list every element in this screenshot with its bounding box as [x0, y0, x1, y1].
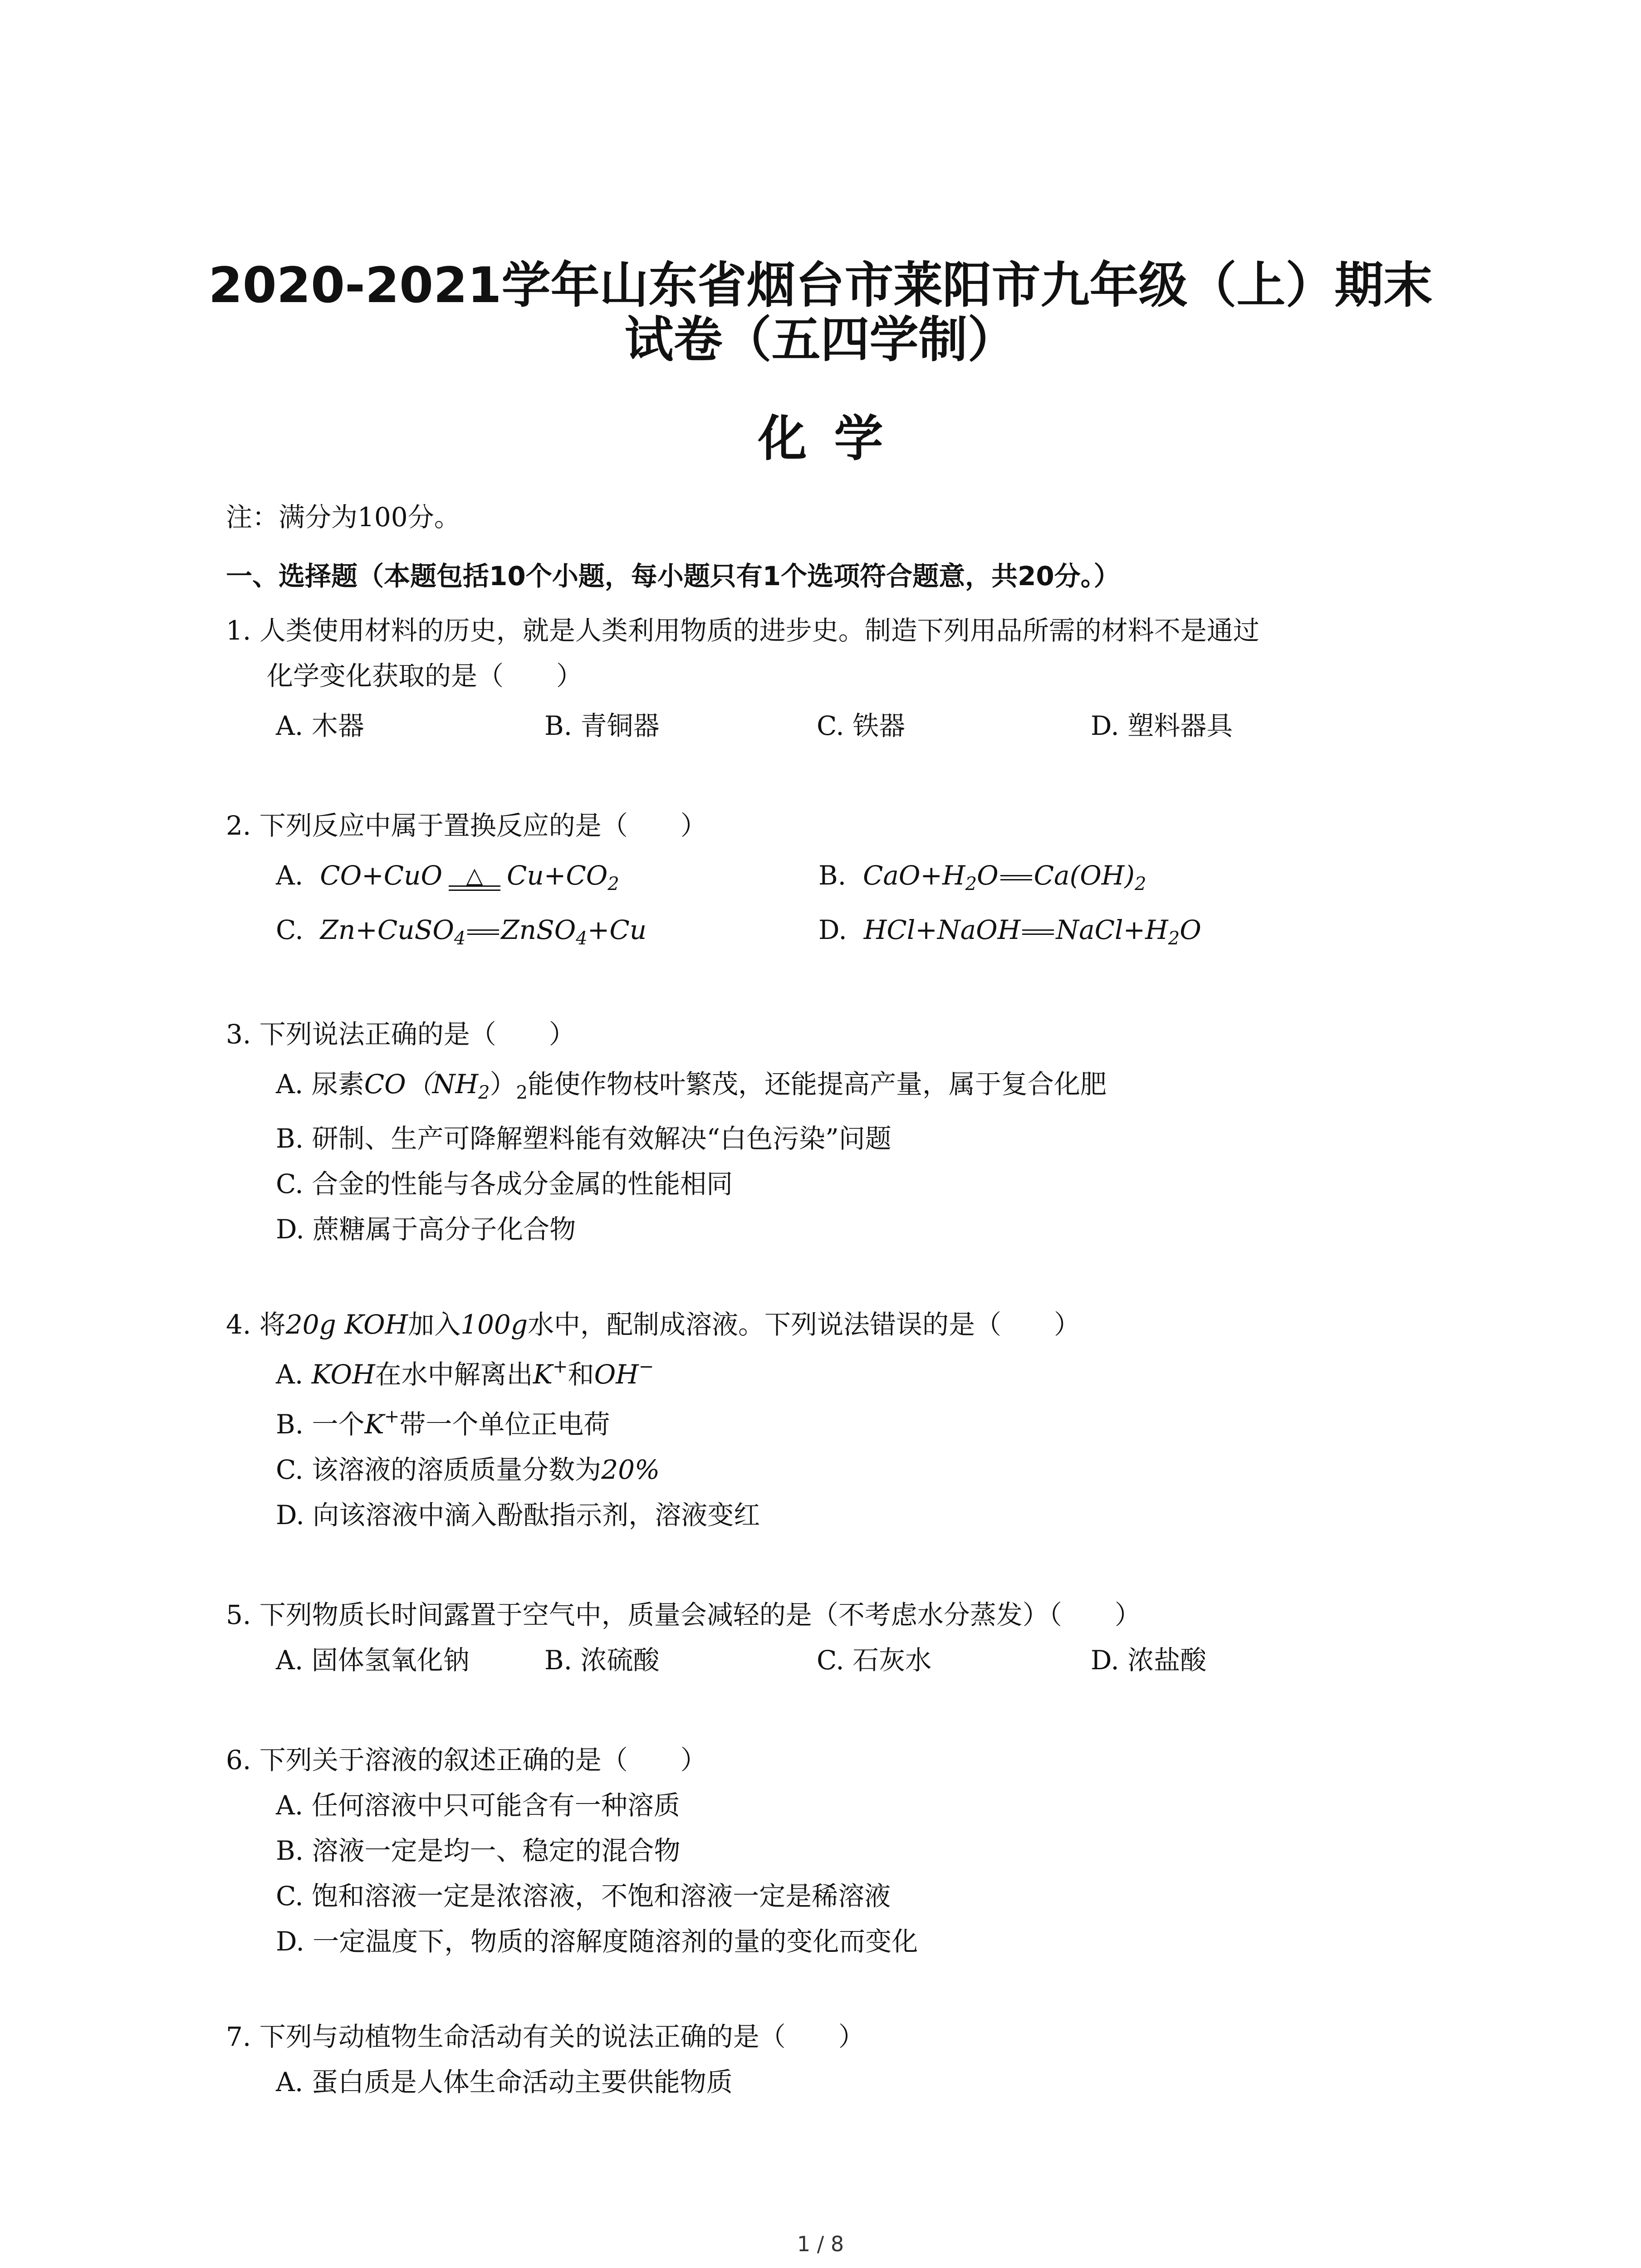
- question-stem: 5. 下列物质长时间露置于空气中，质量会减轻的是（不考虑水分蒸发）（ ）: [226, 1599, 1141, 1630]
- option-a: A. 任何溶液中只可能含有一种溶质: [276, 1790, 680, 1821]
- question-stem: 3. 下列说法正确的是（ ）: [226, 1019, 575, 1050]
- option-text: A. 尿素: [276, 1069, 364, 1100]
- mass-value: 100: [460, 1309, 511, 1340]
- charge: +: [384, 1406, 400, 1427]
- option-b: B. 青铜器: [544, 710, 660, 741]
- section-heading-choice: 一、选择题（本题包括10个小题，每小题只有1个选项符合题意，共20分。）: [226, 561, 1120, 591]
- option-text: C. 该溶液的溶质质量分数为: [276, 1454, 602, 1485]
- equation-rhs-cont: O: [1180, 914, 1201, 945]
- ion: K: [533, 1359, 553, 1390]
- option-text-cont: 能使作物枝叶繁茂，还能提高产量，属于复合化肥: [527, 1069, 1107, 1100]
- mass-unit: g: [510, 1309, 528, 1340]
- option-d: D. 塑料器具: [1091, 710, 1233, 741]
- question-stem-continued: 化学变化获取的是（ ）: [267, 660, 583, 691]
- ion: K: [364, 1409, 384, 1440]
- ion: OH: [594, 1359, 639, 1390]
- question-stem: 6. 下列关于溶液的叙述正确的是（ ）: [226, 1745, 707, 1775]
- formula: KOH: [344, 1309, 408, 1340]
- subscript: 4: [576, 928, 588, 949]
- option-label: A.: [276, 1359, 312, 1390]
- subscript: 2: [516, 1082, 528, 1103]
- option-text: 在水中解离出: [375, 1359, 533, 1390]
- equals-sign: [1022, 929, 1054, 935]
- question-stem: [226, 1306, 1080, 1343]
- option-c: C. 石灰水: [817, 1645, 932, 1676]
- exam-title-line2: 试卷（五四学制）: [624, 312, 1017, 368]
- formula-paren: ）: [490, 1069, 516, 1100]
- option-c: [276, 912, 647, 948]
- question-stem: 2. 下列反应中属于置换反应的是（ ）: [226, 810, 707, 841]
- mass-value: 20: [285, 1309, 319, 1340]
- score-note: 注：满分为100分。: [226, 502, 460, 533]
- charge: +: [553, 1356, 568, 1377]
- option-c: C. 铁器: [817, 710, 906, 741]
- option-label: D.: [818, 914, 847, 945]
- option-a: [276, 1066, 1107, 1102]
- subscript: 4: [454, 928, 466, 949]
- option-b: B. 溶液一定是均一、稳定的混合物: [276, 1835, 681, 1866]
- option-d: D. 蔗糖属于高分子化合物: [276, 1214, 576, 1245]
- equation-lhs: CaO+H: [862, 860, 965, 891]
- option-text-cont: 带一个单位正电荷: [399, 1409, 610, 1440]
- equation-rhs-cont: +Cu: [587, 914, 647, 945]
- stem-text: 加入: [408, 1309, 461, 1340]
- page-number: 1 / 8: [797, 2232, 844, 2256]
- stem-text: 水中，配制成溶液。下列说法错误的是（ ）: [527, 1309, 1080, 1340]
- formula: KOH: [311, 1359, 375, 1390]
- option-d: D. 向该溶液中滴入酚酞指示剂，溶液变红: [276, 1500, 760, 1530]
- equation-lhs: Zn+CuSO: [320, 914, 454, 945]
- subscript: 2: [607, 874, 619, 894]
- option-a: A. 固体氢氧化钠: [276, 1645, 470, 1676]
- equation-rhs: Ca(OH): [1034, 860, 1135, 891]
- option-text: 和: [568, 1359, 594, 1390]
- stem-text: 4. 将: [226, 1309, 286, 1340]
- option-d: D. 一定温度下，物质的溶解度随溶剂的量的变化而变化: [276, 1926, 918, 1957]
- equation-rhs: NaCl+H: [1056, 914, 1168, 945]
- option-label: B.: [818, 860, 847, 891]
- option-c: C. 饱和溶液一定是浓溶液，不饱和溶液一定是稀溶液: [276, 1881, 891, 1911]
- formula: CO（NH: [364, 1069, 479, 1100]
- option-label: A.: [276, 860, 304, 891]
- option-text: B. 一个: [276, 1409, 365, 1440]
- option-c: C. 合金的性能与各成分金属的性能相同: [276, 1168, 733, 1199]
- option-b: [818, 857, 1146, 894]
- equals-sign: [467, 929, 499, 935]
- option-d: D. 浓盐酸: [1091, 1645, 1207, 1676]
- option-d: [818, 912, 1201, 948]
- option-c: [276, 1452, 660, 1488]
- heat-equals-sign: △: [445, 857, 504, 895]
- option-a: A. 木器: [276, 710, 364, 741]
- equation-lhs: HCl+NaOH: [863, 914, 1021, 945]
- subscript: 2: [1168, 928, 1180, 949]
- charge: −: [638, 1356, 654, 1377]
- option-b: B. 研制、生产可降解塑料能有效解决“白色污染”问题: [276, 1123, 892, 1154]
- question-stem: 1. 人类使用材料的历史，就是人类利用物质的进步史。制造下列用品所需的材料不是通过: [226, 615, 1259, 646]
- option-label: C.: [276, 914, 304, 945]
- question-stem: 7. 下列与动植物生命活动有关的说法正确的是（ ）: [226, 2021, 865, 2052]
- equation-lhs-cont: O: [977, 860, 999, 891]
- option-a: [276, 1356, 654, 1393]
- mass-unit: g: [319, 1309, 336, 1340]
- option-b: [276, 1406, 610, 1442]
- subscript: 2: [478, 1082, 490, 1103]
- equation-rhs: ZnSO: [501, 914, 576, 945]
- subscript: 2: [965, 874, 977, 894]
- equation-rhs: Cu+CO: [507, 860, 608, 891]
- subscript: 2: [1134, 874, 1146, 894]
- percent-value: 20%: [601, 1454, 660, 1485]
- option-b: B. 浓硫酸: [544, 1645, 660, 1676]
- equals-sign: [1000, 875, 1032, 880]
- exam-title-line1: 2020-2021学年山东省烟台市莱阳市九年级（上）期末: [208, 257, 1433, 314]
- option-a: [276, 857, 619, 895]
- subject-heading: 化学: [758, 411, 911, 467]
- option-a: A. 蛋白质是人体生命活动主要供能物质: [276, 2067, 733, 2097]
- equation-lhs: CO+CuO: [320, 860, 443, 891]
